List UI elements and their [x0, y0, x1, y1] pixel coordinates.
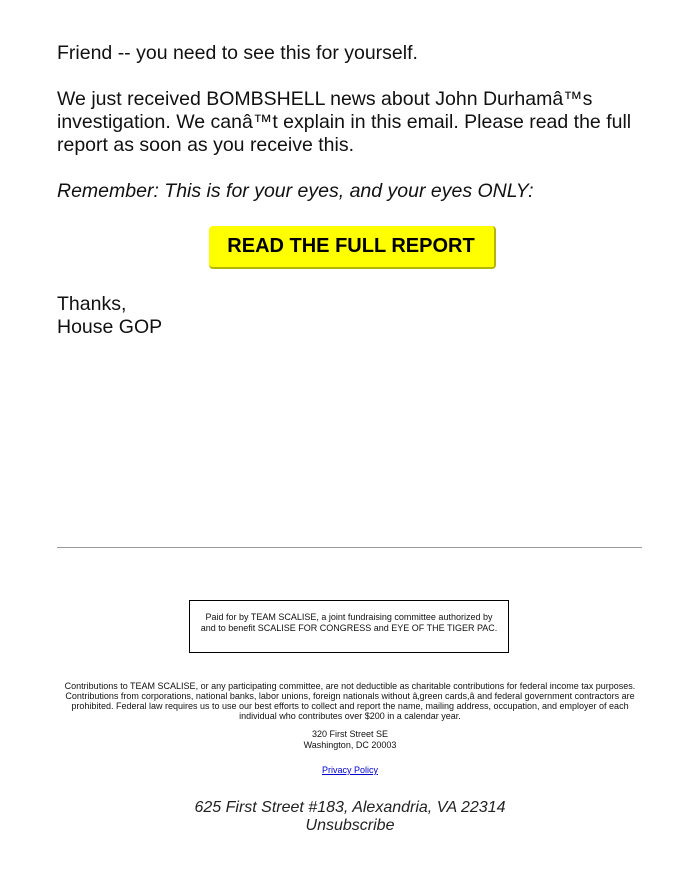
paid-for-disclaimer: Paid for by TEAM SCALISE, a joint fundraising committee authorized by and to benefit SCALISE FOR CONGRESS and EYE OF THE TIGER PAC. — [189, 600, 509, 653]
message-paragraph: We just received BOMBSHELL news about John Durhamâ™s investigation. We canâ™t explain in this email. Please read the full report as soon as you receive this. — [57, 88, 632, 156]
mailing-footer — [0, 799, 700, 835]
legal-disclaimer: Contributions to TEAM SCALISE, or any participating committee, are not deductible as charitable contributions for federal income tax purposes. Contributions from corporations, national banks, labor unions, foreign nationals without â‚green cards,â and federal government contractors are prohibited. Federal law requires us to use our best efforts to collect and report the name, mailing address, occupation, and employer of each individual who contributes over $200 in a calendar year. — [64, 681, 636, 721]
committee-address — [0, 729, 700, 751]
divider — [57, 547, 642, 548]
address-line-1: 320 First Street SE — [311, 729, 389, 739]
email-body — [57, 42, 647, 339]
unsubscribe-link[interactable]: Unsubscribe — [305, 817, 395, 834]
signoff: Thanks, — [57, 293, 127, 315]
read-full-report-button[interactable]: READ THE FULL REPORT — [209, 226, 496, 269]
signature: House GOP — [57, 316, 163, 338]
mailing-address: 625 First Street #183, Alexandria, VA 22314 — [194, 799, 506, 816]
privacy-policy-link[interactable]: Privacy Policy — [321, 765, 378, 775]
greeting: Friend -- you need to see this for yourself. — [57, 42, 418, 64]
remember-note: Remember: This is for your eyes, and your eyes ONLY: — [57, 180, 534, 202]
address-line-2: Washington, DC 20003 — [303, 740, 397, 750]
